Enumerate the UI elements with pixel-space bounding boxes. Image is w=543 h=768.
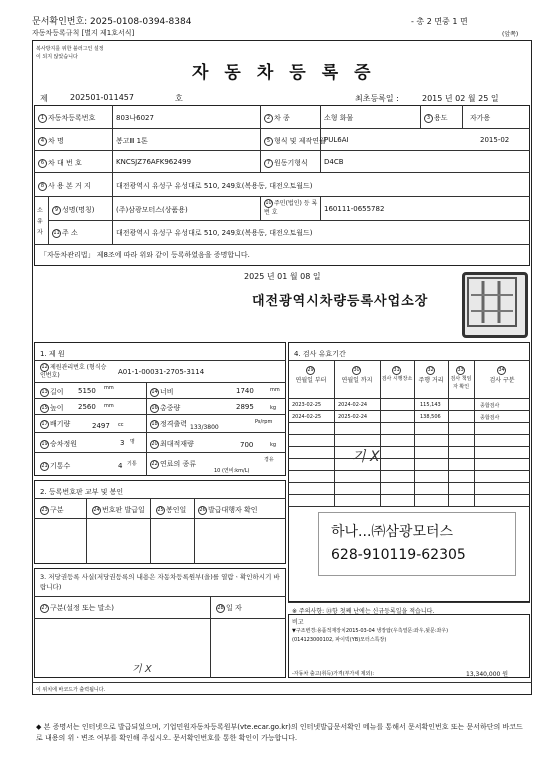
seat-value: 3 [120,439,125,447]
use-label: 3 용도 [424,113,448,123]
model-year: 2015-02 [480,136,510,144]
regulation-label: 자동차등록규칙 [별지 제1호서식] [32,29,135,37]
price-label: -자동차 출고(취득)가격(부가세 제외): [292,671,375,677]
mortgage-handwriting: 기 X [132,664,152,675]
page-title: 자동차등록증 [192,63,387,83]
displacement-value: 2497 [92,422,110,430]
insp-row-1-kind: 종합검사 [480,403,500,409]
insp-col-kind: 34 검사 구분 [489,367,515,384]
inspection-note: ※ 주의사항: ㉝항 첫째 난에는 신규등록일을 적습니다. [292,608,435,615]
use-value: 자가용 [470,114,491,122]
first-registration-date: 2015 년 02 월 25 일 [422,94,499,103]
insp-row-2-km: 138,506 [420,414,441,420]
model-label: 5 형식 및 제작연월 [264,136,326,146]
specs-heading: 1. 제 원 [40,350,65,358]
length-unit: mm [104,385,114,391]
height-unit: mm [104,403,114,409]
vin-label: 6 차 대 번 호 [38,158,82,168]
barcode-note: 이 위치에 바코드가 출력됩니다. [36,687,106,693]
owner-label: 9 성명(명칭) [52,205,95,215]
power-value: 133/3800 [190,424,219,431]
owner-value: (주)삼광모터스(상품용) [116,206,188,214]
plate-change-heading: 2. 등록번호판 교부 및 봉인 [40,488,124,496]
height-label: 15 높이 [41,404,64,412]
inspection-handwriting: 기 X [352,449,380,465]
plate-col-agent: 26 발급대행자 확인 [199,506,258,514]
cylinder-unit: 기통 [127,461,137,467]
engine-label: 7 원동기형식 [264,158,308,168]
base-value: 대전광역시 유성구 유성대로 510, 249호(복용동, 대전오토월드) [116,182,313,190]
insp-col-place: 31 검사 시행장소 [381,367,413,382]
insp-row-2-to: 2025-02-24 [338,414,368,420]
copy-protection-note: 복사방지를 위한 블러그인 설정이 되지 않았습니다 [36,46,104,60]
car-type-value: 소형 화물 [324,114,354,122]
price-value: 13,340,000 원 [466,671,509,678]
plate-col-type: 23 구분 [41,506,64,514]
displacement-unit: cc [118,422,124,428]
page-info: - 총 2 면중 1 면 [411,17,468,26]
load-unit: kg [270,442,277,448]
first-registration-label: 최초등록일 : [355,94,399,103]
base-label: 8 사 용 본 거 지 [38,181,91,191]
model-value: PUL6AI [324,136,349,144]
inspection-heading: 4. 검사 유효기간 [294,350,346,358]
length-label: 13 길이 [41,388,64,396]
load-label: 20 최대적재량 [151,440,194,448]
insp-row-2-from: 2024-02-25 [292,414,322,420]
page-side: (앞쪽) [502,31,519,38]
power-label: 18 정격출력 [151,420,188,428]
mortgage-heading: 3. 저당권등록 사실(저당권등록의 내용은 자동차등록원부(을)를 열람ㆍ확인하시기 바랍니다) [40,573,280,591]
footer-notice: ◆ 본 증명서는 인터넷으로 발급되었으며, 기업민원자동차등록원부(vte.ecar.go.kr)의 인터넷발급문서확인 메뉴를 통해서 문서확인번호 또는 문서하단의 바코드로 내용의 위ㆍ변조 여부를 확인해 주십시오. 문서확인번호를 통한 확인이 가능합니다. [36,723,523,742]
plate-label: 1 자동차등록번호 [38,113,95,123]
load-value: 700 [240,441,254,449]
insp-row-2-kind: 종합검사 [480,415,500,421]
remarks-line-1: ▼구조변경:용품적재장치2015-03-04 냉장탑(우측열문:좌우,뒷문:좌우) [292,628,449,634]
reg-number-suffix: 호 [175,94,183,103]
displacement-label: 17 배기량 [41,420,71,428]
address-label: 11 주 소 [53,229,78,237]
insp-col-check: 33 검사 책임자 확인 [450,367,472,390]
fuel-label: 22 연료의 종류 [151,460,197,468]
width-unit: mm [270,387,280,393]
width-value: 1740 [236,387,254,395]
issue-date: 2025 년 01 월 08 일 [244,272,321,281]
vin-value: KNCSJZ76AFK962499 [116,158,192,166]
fuel-value: 경유 [264,457,274,463]
plate-col-seal-date: 25 봉인일 [157,506,187,514]
address-value: 대전광역시 유성구 유성대로 510, 249호(복용동, 대전오토월드) [116,229,313,237]
certification-text: 「자동차관리법」 제8조에 따라 위와 같이 등록하였음을 증명합니다. [40,251,250,259]
issuer-name: 대전광역시차량등록사업소장 [252,294,429,309]
engine-value: D4CB [324,158,344,166]
approval-label: 12 제원관리번호 (형식승인번호) [40,364,107,379]
insp-row-1-from: 2023-02-25 [292,402,322,408]
insp-col-to: 30 연월일 까지 [341,367,373,384]
approval-value: A01-1-00031-2705-3114 [118,368,205,376]
insp-row-1-km: 115,143 [420,402,441,408]
car-name-value: 봉고Ⅲ 1톤 [116,137,148,145]
plate-value: 803나6027 [116,114,154,122]
gross-value: 2895 [236,403,254,411]
width-label: 14 너비 [151,388,174,396]
remarks-line-2: (014123000102, 파이빅(YB)모터스특장) [292,637,387,643]
cylinder-label: 21 기통수 [41,462,71,470]
bizno-label: 10 주민(법인) 등 록 번 호 [264,200,318,216]
account-sticker [318,512,516,576]
remarks-label: 비고 [292,619,304,626]
gross-label: 16 총중량 [151,404,181,412]
power-unit: Ps/rpm [255,419,273,425]
height-value: 2560 [78,403,96,411]
cylinder-value: 4 [118,462,123,470]
length-value: 5150 [78,387,96,395]
sticker-line-2: 628-910119-62305 [331,547,466,563]
reg-number-label: 제 [40,94,48,103]
bizno-value: 160111-0655782 [324,205,385,213]
insp-col-km: 32 주행 거리 [418,367,444,384]
doc-confirm-number: 문서확인번호: 2025-0108-0394-8384 [32,17,192,27]
seat-label: 19 승차정원 [41,440,78,448]
sticker-line-1: 하나...㈜삼광모터스 [331,524,454,540]
gross-unit: kg [270,405,277,411]
reg-number: 202501-011457 [70,93,134,102]
owner-side-label: 소유자 [37,207,43,236]
official-seal [462,272,528,338]
mortgage-col-date: 28 일 자 [217,604,242,612]
car-type-label: 2 차 종 [264,113,290,123]
insp-col-from: 29 연월일 부터 [295,367,327,384]
seat-unit: 명 [130,439,135,445]
mortgage-col-type: 27 구분(설정 또는 말소) [41,604,115,612]
fuel-efficiency: 10 (연비:km/L) [214,468,250,474]
plate-col-issue-date: 24 번호판 발급일 [93,506,145,514]
insp-row-1-to: 2024-02-24 [338,402,368,408]
car-name-label: 4 차 명 [38,136,64,146]
